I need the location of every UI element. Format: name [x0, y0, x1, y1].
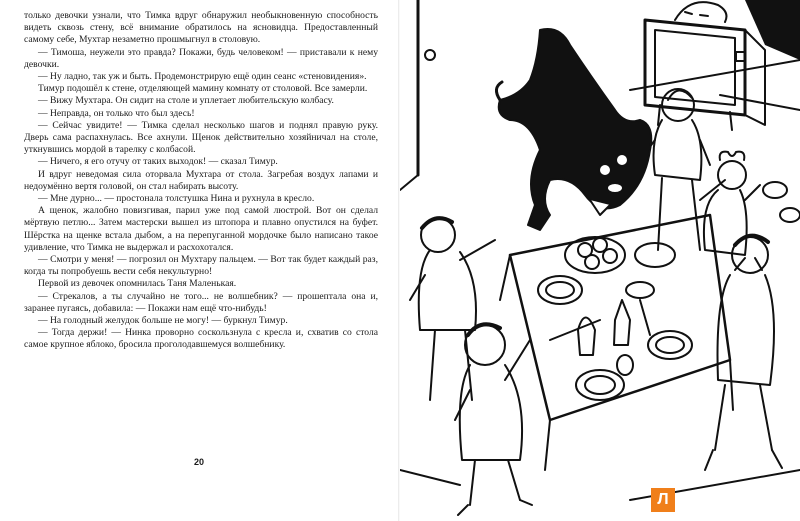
paragraph: — Мне дурно... — простонала толстушка Нина и рухнула в кресло. [38, 193, 315, 205]
left-page [0, 0, 398, 521]
paragraph: И вдруг неведомая сила оторвала Мухтара от стола. Загребая воздух лапами и недоумённо вертя головой, он стал набирать высоту. [24, 168, 378, 192]
paragraph: — Ничего, я его отучу от таких выходок! — сказал Тимур. [38, 156, 278, 168]
illustration [400, 0, 800, 521]
paragraph: — Стрекалов, а ты случайно не того... не волшебник? — прошептала она и, заранее пугаясь, добавила: — Покажи нам ещё что-нибудь! [24, 290, 378, 314]
paragraph: только девочки узнали, что Тимка вдруг обнаружил необыкновенную способность видеть сквозь стену, всё внимание обратилось на ясновидца. Предоставленный самому себе, Мухтар незаметно прошмыгнул в столовую. [24, 10, 378, 46]
paragraph: — Тогда держи! — Нинка проворно соскользнула с кресла и, схватив со стола самое крупное яблоко, бросила проголодавшемуся волшебнику. [24, 327, 378, 351]
paragraph: — На голодный желудок больше не могу! — буркнул Тимур. [38, 315, 288, 327]
paragraph: Первой из девочек опомнилась Таня Маленькая. [38, 278, 237, 290]
paragraph: Тимур подошёл к стене, отделяющей мамину комнату от столовой. Все замерли. [38, 83, 368, 95]
right-page [400, 0, 800, 521]
paragraph: — Сейчас увидите! — Тимка сделал несколько шагов и поднял правую руку. Дверь сама распахнулась. Все ахнули. Щенок действительно хозяйничал на столе, уткнувшись мордой в тарелку с колбасой. [24, 119, 378, 156]
paragraph: — Тимоша, неужели это правда? Покажи, будь человеком! — приставали к нему девочки. [24, 46, 378, 70]
page-number: 20 [193, 457, 204, 467]
publisher-logo: Л [651, 488, 675, 512]
paragraph: — Смотри у меня! — погрозил он Мухтару пальцем. — Вот так будет каждый раз, когда ты попробуешь вести себя некультурно! [24, 254, 378, 278]
paragraph: — Вижу Мухтара. Он сидит на столе и уплетает любительскую колбасу. [38, 95, 334, 107]
paragraph: А щенок, жалобно повизгивая, парил уже под самой люстрой. Вот он сделал мёртвую петлю... Затем мастерски вышел из штопора и плавно опустился на буфет. Шёрстка на щенке встала дыбом, а на перепуганной мордочке было написано такое удивление, что Тимка не выдержал и расхохотался. [24, 205, 378, 253]
paragraph: — Неправда, он только что был здесь! [38, 107, 195, 119]
text-column [24, 10, 378, 352]
paragraph: — Ну ладно, так уж и быть. Продемонстрирую ещё один сеанс «стеновидения». [38, 71, 367, 83]
